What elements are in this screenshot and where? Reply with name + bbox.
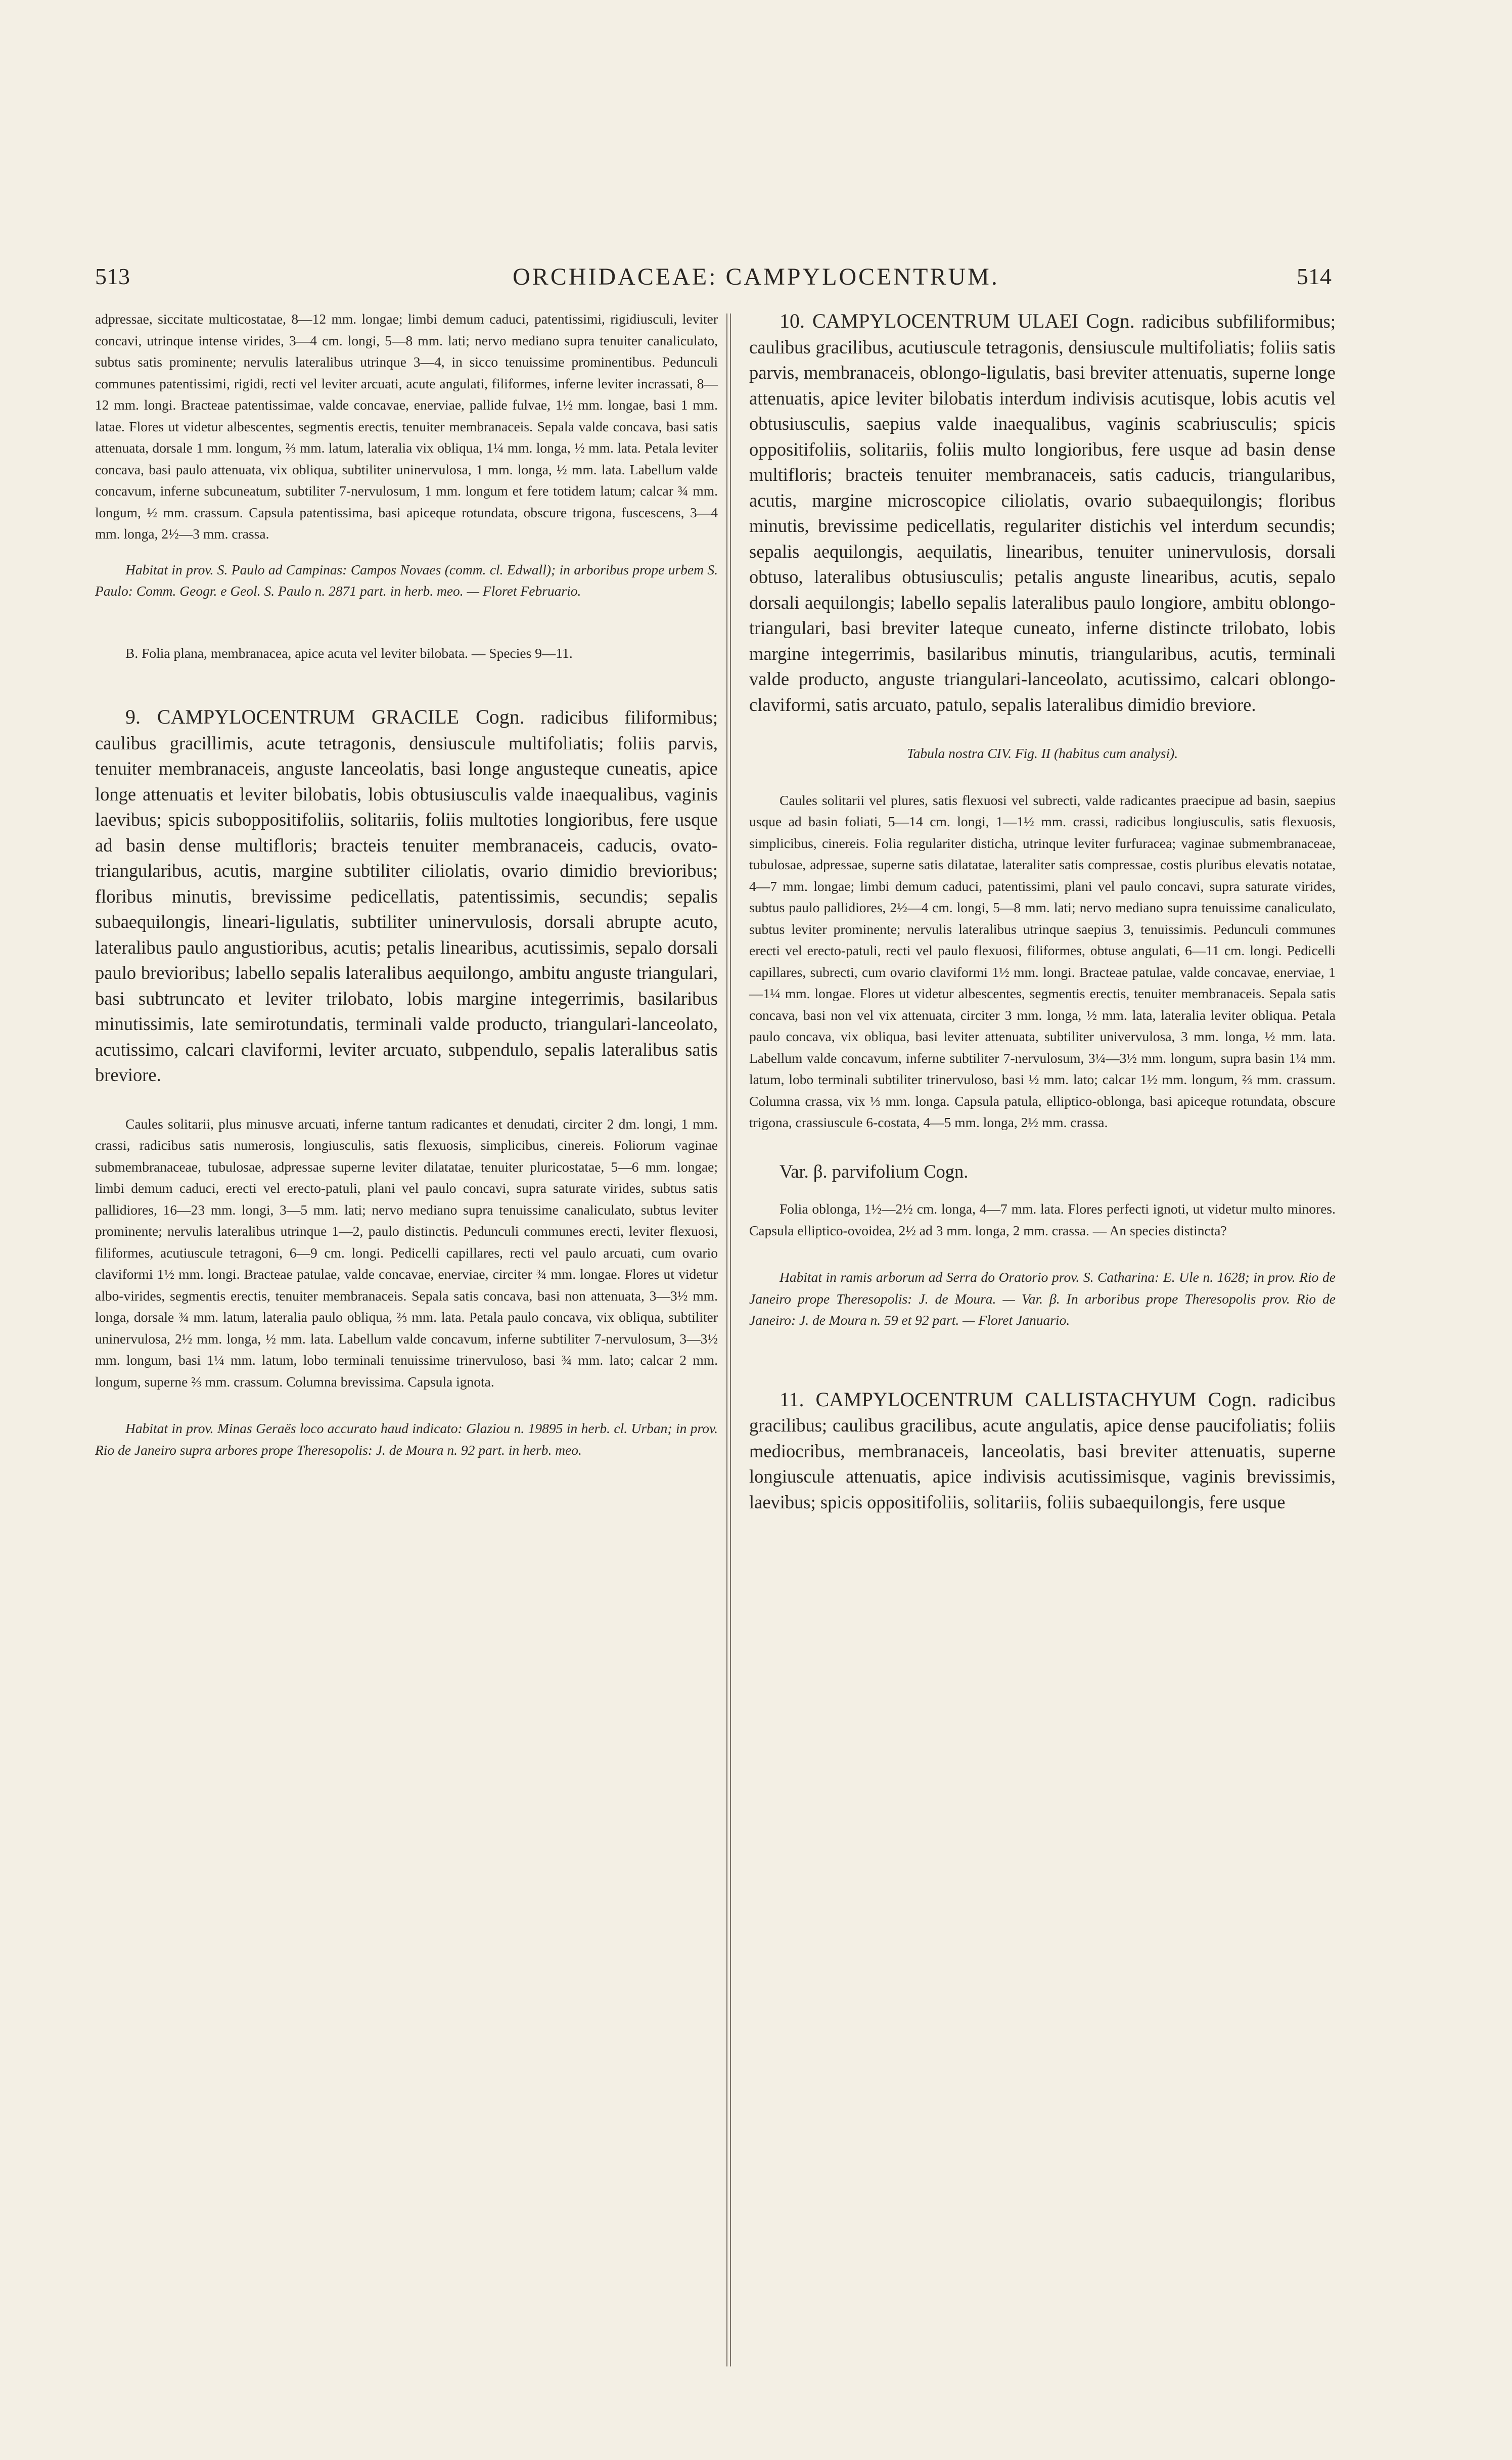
- species-11-heading: 11. CAMPYLOCENTRUM CALLISTACHYUM Cogn.: [780, 1388, 1257, 1411]
- species-10-entry: [749, 308, 1336, 718]
- species-11-entry: [749, 1387, 1336, 1515]
- species-9-habitat: Habitat in prov. Minas Geraës loco accurato haud indicato: Glaziou n. 19895 in herb. cl. Urban; in prov. Rio de Janeiro supra arbores prope Theresopolis: J. de Moura n. 92 part. in herb. meo.: [95, 1420, 718, 1458]
- page-number-left: 513: [95, 263, 130, 289]
- species-10-heading: 10. CAMPYLOCENTRUM ULAEI Cogn.: [780, 309, 1135, 332]
- running-head: ORCHIDACEAE: CAMPYLOCENTRUM.: [513, 263, 999, 290]
- species-10-habitat: Habitat in ramis arborum ad Serra do Oratorio prov. S. Catharina: E. Ule n. 1628; in prov. Rio de Janeiro prope Theresopolis: J. de Moura. — Var. β. In arboribus prope Theresopolis prov. Rio de Janeiro: J. de Moura n. 59 et 92 part. — Floret Januario.: [749, 1269, 1336, 1328]
- species-9-diagnosis: radicibus filiformibus; caulibus gracillimis, acute tetragonis, densiuscule multifoliatis; foliis parvis, tenuiter membranaceis, anguste lanceolatis, basi longe angusteque cuneatis, apice longe attenuatis et leviter bilobatis, lobis obtusiusculis valde inaequalibus, vaginis laevibus; spicis suboppositifoliis, solitariis, foliis multoties longioribus, fere usque ad basin dense multifloris; bracteis tenuiter membranaceis, caducis, ovato-triangularibus, acutis, margine subtiliter ciliolatis, ovario dimidio brevioribus; floribus minutis, brevissime pedicellatis, patentissimis, secundis; sepalis subaequilongis, lineari-ligulatis, subtiliter uninervulosis, dorsali abrupte acuto, lateralibus paulo angustioribus, acutis; petalis linearibus, acutissimis, sepalo dorsali paulo brevioribus; labello sepalis lateralibus aequilongo, ambitu anguste triangulari, basi subtruncato et leviter trilobato, lobis margine integerrimis, basilaribus minutissimis, late semirotundatis, terminali valde producto, triangulari-lanceolato, acutissimo, calcari claviformi, leviter arcuato, subpendulo, sepalis lateralibus satis breviore.: [95, 707, 718, 1085]
- species-9-entry: [95, 704, 718, 1088]
- variety-heading: Var. β. parvifolium Cogn.: [780, 1160, 969, 1182]
- species-10-diagnosis: radicibus subfiliformibus; caulibus gracilibus, acutiuscule tetragonis, densiuscule multifoliatis; foliis satis parvis, membranaceis, oblongo-ligulatis, basi breviter attenuatis, superne longe attenuatis, apice leviter bilobatis interdum indivisis acutisque, lobis acutis vel obtusiusculis, saepius valde inaequalibus, vaginis scabriusculis; spicis oppositifoliis, solitariis, foliis multo longioribus, fere usque ad basin dense multifloris; bracteis tenuiter membranaceis, satis caducis, triangularibus, acutis, margine microscopice ciliolatis, ovario subaequilongis; floribus minutis, brevissime pedicellatis, regulariter distichis vel interdum secundis; sepalis aequilongis, aequilatis, linearibus, tenuiter uninervulosis, dorsali obtuso, lateralibus obtusiusculis; petalis anguste linearibus, acutis, sepalo dorsali aequilongis; labello sepalis lateralibus paulo longiore, ambitu oblongo-triangulari, basi breviter lateque cuneato, inferne distincte trilobato, lobis margine integerrimis, basilaribus minutis, triangularibus, acutis, terminali valde producto, anguste triangulari-lanceolato, acutissimo, calcari oblongo-claviformi, satis arcuato, patulo, sepalis lateralibus dimidio breviore.: [749, 311, 1336, 715]
- right-column: [749, 308, 1336, 1515]
- species-11-diagnosis: radicibus gracilibus; caulibus gracilibus, acute angulatis, apice dense paucifoliatis; foliis mediocribus, membranaceis, lanceolatis, basi breviter attenuatis, superne longiuscule attenuatis, apice indivisis acutissimisque, vaginis brevissimis, laevibus; spicis oppositifoliis, solitariis, foliis subaequilongis, fere usque: [749, 1389, 1336, 1512]
- left-column: [95, 308, 718, 1461]
- page-number-right: 514: [1297, 263, 1332, 289]
- habitat-paragraph: Habitat in prov. S. Paulo ad Campinas: Campos Novaes (comm. cl. Edwall); in arboribus prope urbem S. Paulo: Comm. Geogr. e Geol. S. Paulo n. 2871 part. in herb. meo. — Floret Februario.: [95, 561, 718, 599]
- continued-description: adpressae, siccitate multicostatae, 8—12 mm. longae; limbi demum caduci, patentissimi, rigidiusculi, leviter concavi, utrinque intense virides, 3—4 cm. longi, 5—8 mm. lati; nervo mediano supra tenuiter canaliculato, subtus satis prominente; nervulis lateralibus utrinque 3—4, in sicco tenuissime prominentibus. Pedunculi communes patentissimi, rigidi, recti vel leviter arcuati, acute angulati, filiformes, inferne leviter incrassati, 8—12 mm. longi. Bracteae patentissimae, valde concavae, enerviae, pallide fulvae, 1½ mm. longae, basi 1 mm. latae. Flores ut videtur albescentes, segmentis erectis, tenuiter membranaceis. Sepala valde concava, basi satis attenuata, dorsale 1 mm. longum, ⅔ mm. latum, lateralia vix obliqua, 1¼ mm. longa, ½ mm. lata. Petala leviter concava, basi paulo attenuata, vix obliqua, subtiliter uninervulosa, 1 mm. longa, ½ mm. lata. Labellum valde concavum, inferne subcuneatum, subtiliter 7-nervulosum, 1 mm. longum et fere totidem latum; calcar ¾ mm. longum, ½ mm. crassum. Capsula patentissima, basi apiceque rotundata, obscure trigona, fuscescens, 3—4 mm. longa, 2½—3 mm. crassa.: [95, 311, 718, 542]
- column-divider: [726, 314, 731, 2366]
- species-10-description: Caules solitarii vel plures, satis flexuosi vel subrecti, valde radicantes praecipue ad basin, saepius usque ad basin foliati, 5—14 cm. longi, 1—1½ mm. crassi, radicibus longiusculis, satis flexuosis, simplicibus, cinereis. Folia regulariter disticha, utrinque leviter furfuracea; vaginae submembranaceae, tubulosae, adpressae, superne satis dilatatae, lateraliter satis compressae, costis pluribus elevatis notatae, 4—7 mm. longae; limbi demum caduci, patentissimi, plani vel paulo concavi, supra saturate virides, subtus paulo pallidiores, 2½—4 cm. longi, 5—8 mm. lati; nervo mediano supra tenuissime canaliculato, subtus leviter prominente; nervulis lateralibus utrinque saepius 3, tenuissimis. Pedunculi communes erecti vel erecto-patuli, recti vel paulo flexuosi, filiformes, obtuse angulati, 6—11 cm. longi. Pedicelli capillares, subrecti, cum ovario claviformi 1½ mm. longi. Bracteae patulae, valde concavae, enerviae, 1—1¼ mm. longae. Flores ut videtur albescentes, segmentis erectis, tenuiter membranaceis. Sepala satis concava, basi non vel vix attenuata, circiter 3 mm. longa, ½ mm. lata, lateralia leviter obliqua. Petala paulo concava, vix obliqua, basi leviter attenuata, subtiliter univervulosa, 3 mm. longa, ½ mm. lata. Labellum valde concavum, inferne subtiliter 7-nervulosum, 3¼—3½ mm. longum, supra basin 1¼ mm. latum, lobo terminali subtiliter trinervuloso, basi ½ mm. lato; calcar 1½ mm. longum, ⅔ mm. crassum. Columna crassa, vix ⅓ mm. longa. Capsula patula, elliptico-oblonga, basi apiceque rotundata, obscure trigona, crassiuscule 6-costata, 4—5 mm. longa, 2½ mm. crassa.: [749, 792, 1336, 1130]
- section-b-note: B. Folia plana, membranacea, apice acuta vel leviter bilobata. — Species 9—11.: [125, 645, 573, 661]
- species-9-heading: 9. CAMPYLOCENTRUM GRACILE Cogn.: [125, 705, 525, 728]
- species-9-description: Caules solitarii, plus minusve arcuati, inferne tantum radicantes et denudati, circiter 2 dm. longi, 1 mm. crassi, radicibus satis numerosis, longiusculis, satis flexuosis, simplicibus, cinereis. Foliorum vaginae submembranaceae, tubulosae, adpressae superne leviter dilatatae, tenuiter pluricostatae, 5—6 mm. longae; limbi demum caduci, erecti vel erecto-patuli, plani vel paulo concavi, supra saturate virides, subtus satis pallidiores, 16—23 mm. longi, 3—5 mm. lati; nervo mediano supra tenuissime canaliculato, subtus leviter prominente; nervulis lateralibus utrinque 1—2, paulo distinctis. Pedunculi communes erecti, leviter flexuosi, filiformes, acutiuscule tetragoni, 6—9 cm. longi. Pedicelli capillares, recti vel paulo arcuati, cum ovario claviformi 1½ mm. longi. Bracteae patulae, valde concavae, enerviae, circiter ¾ mm. longae. Flores ut videtur albo-virides, segmentis erectis, tenuiter membranaceis. Sepala satis concava, basi non attenuata, 3—3½ mm. longa, dorsale ¾ mm. latum, lateralia paulo obliqua, ⅔ mm. lata. Petala paulo concava, vix obliqua, subtiliter uninervulosa, 2½ mm. longa, ½ mm. lata. Labellum valde concavum, inferne subtiliter 7-nervulosum, 3—3½ mm. longum, basi 1¼ mm. latum, lobo terminali tenuissime trinervuloso, basi ¾ mm. lato; calcar 2 mm. longum, superne ⅔ mm. crassum. Columna brevissima. Capsula ignota.: [95, 1115, 718, 1390]
- variety-description: Folia oblonga, 1½—2½ cm. longa, 4—7 mm. lata. Flores perfecti ignoti, ut videtur multo minores. Capsula elliptico-ovoidea, 2½ ad 3 mm. longa, 2 mm. crassa. — An species distincta?: [749, 1201, 1336, 1238]
- plate-reference: Tabula nostra CIV. Fig. II (habitus cum analysi).: [906, 745, 1178, 761]
